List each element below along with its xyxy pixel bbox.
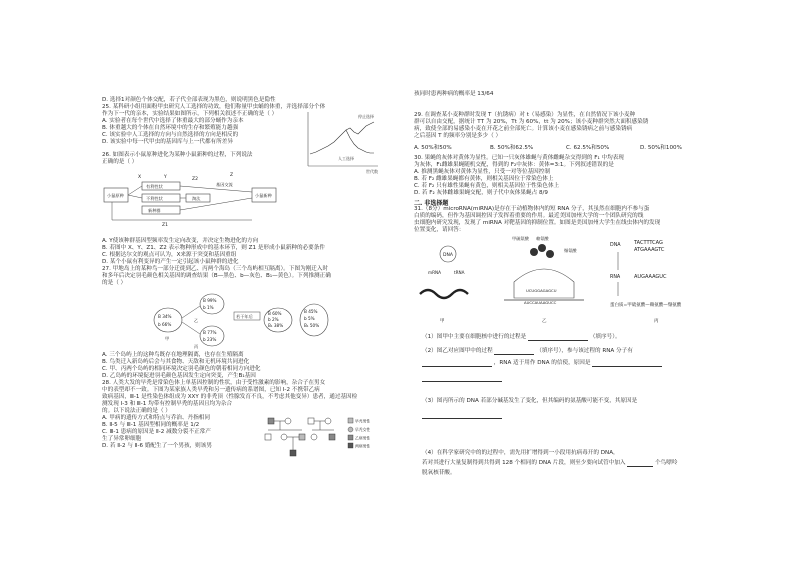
chart-series-lower <box>346 130 374 153</box>
jia-b: B 34% <box>158 314 172 319</box>
chart-label-top: 停止选择 <box>358 114 374 119</box>
q31-subq-2 <box>422 348 633 355</box>
q26-option-d: D. 某个小鼠有利变异的产生一定引起该小鼠种群的进化 <box>102 259 239 265</box>
q25-stem-2: 作为下一代的亲本，实验结果如图所示，下列相关叙述不正确的是（ ） <box>102 111 278 117</box>
q27-option-d: D. 乙岛屿的环境促进羽毛颜色基因发生定向突变，产生B₁基因 <box>102 373 256 379</box>
legend-swatch-4 <box>348 443 353 448</box>
legend-1: 早秃男性 <box>355 418 371 424</box>
q27-option-b: B. 鸟类迁入新岛屿后会与其食物、天敌和无机环境共同进化 <box>102 359 250 365</box>
fig-dna-bot: ATGAAAGTC <box>634 247 665 253</box>
q29-option-c: C. 62.5%和50% <box>566 145 610 151</box>
fig-jia-chain <box>420 290 468 298</box>
q31-subq-1 <box>422 334 621 341</box>
fig-aa-2 <box>538 244 546 252</box>
pedigree-II-4 <box>311 434 317 440</box>
arrow-5 <box>180 198 252 210</box>
answer-blank-6[interactable] <box>422 412 502 419</box>
q31-subq-3 <box>422 398 637 405</box>
q28-stem-2: 中的表型却不一致。下图为某家族人类早秃和另一遗传病的系谱图，已知 Ⅰ-2 不携带乙病 <box>102 387 320 393</box>
right-b: B 45% <box>304 309 318 314</box>
q29-option-a: A. 50%和50% <box>414 145 452 151</box>
q27-option-a: A. 三个岛屿上的这种鸟既存在地理隔离，也存在生殖隔离 <box>102 352 244 358</box>
label-bing: 丙 <box>194 344 199 349</box>
arrow-2 <box>128 195 142 198</box>
label-mouse-origin: 小鼠原种 <box>107 193 124 198</box>
pedigree-III-1 <box>290 450 296 456</box>
q29-stem-1: 29. 在调查某小麦种群时发现 T（抗锈病）对 t（易感染）为显性，在自然情况下该小麦种 <box>414 112 636 118</box>
q31-stem-2: 白质的编码，但作为基因调控因子发挥着重要的作用。最近美国加州大学的一个团队研究的线 <box>414 213 644 219</box>
q26-stem-2: 正确的是（ ） <box>102 159 138 165</box>
mid-bb: b 2% <box>268 317 279 322</box>
q31-subq-4-cont <box>422 460 677 467</box>
q31-subq-1-suffix: （填序号）。 <box>589 334 621 340</box>
q31-subq-4-end: 脱氧核苷酸。 <box>422 470 456 476</box>
q31-stem-3: 虫细胞内研究发现，发现了 miRNA 对靶基因的抑制位置。如图是美国加州大学生在线虫体内的发现 <box>414 220 661 226</box>
q28-stem-5: 的。以下说法正确的是（ ） <box>102 408 171 414</box>
label-yi: 乙 <box>194 318 199 323</box>
right-bb: b 5% <box>304 316 315 321</box>
q27-stem-3: 的是（ ） <box>102 280 127 286</box>
q25-option-b: B. 体重越大的个体在自然环境中的生存和繁殖能力越强 <box>102 125 239 131</box>
fig-met-label: 甲硫氨酸 <box>512 236 529 241</box>
answer-line-2 <box>422 412 502 419</box>
q31-subq-3-text: （3）图丙所示的 DNA 若部分碱基发生了变化，但其编码的氨基酸可能不变，其原因是 <box>422 398 638 404</box>
q27-option-c: C. 甲、丙两个岛屿的相同环境决定羽毛颜色的朝着相同方向进化 <box>102 366 261 372</box>
answer-blank-7[interactable] <box>627 460 653 467</box>
q28-option-d: D. 若 Ⅱ-2 与 Ⅱ-6 婚配生了一个男孩，则该男 <box>102 443 212 449</box>
answer-blank-5[interactable] <box>422 375 502 382</box>
chart-label-mid: 人工选择 <box>338 156 354 161</box>
q31-subq-2-text: （2）图乙对应图甲中的过程 <box>422 348 493 354</box>
q30-stem-2: 为灰体，F₁雌雄果蝇随机交配，得到的 F₂中灰体：黄体=3:1。下列叙述错误的是 <box>414 162 614 168</box>
q31-subq-1-text: （1）图甲中主要在细胞核中进行的过程是 <box>422 334 527 340</box>
legend-3: 乙病男性 <box>355 435 371 441</box>
mid-b: B 60% <box>268 311 282 316</box>
label-y: Y <box>164 175 167 180</box>
label-gene-flow: 基因交流 <box>216 182 233 187</box>
answer-blank-1[interactable] <box>528 334 588 341</box>
q31-subq-2-suffix: （填序号），参与该过程的 RNA 分子有 <box>536 348 633 354</box>
q28-pedigree-chart <box>262 414 382 472</box>
question-prev-option-d: D. 选择1对颜色个体交配，若子代全部表现为黑色，则说明黑色是隐性 <box>102 97 276 103</box>
pedigree-I-4 <box>325 418 331 424</box>
right-b1: B₁ 50% <box>304 323 320 328</box>
legend-swatch-1 <box>348 418 353 423</box>
legend-2: 早秃女性 <box>355 427 371 432</box>
label-eliminated: 淘汰 <box>192 196 201 201</box>
q28-continuation: 孩同时患两种病的概率是 13/64 <box>414 91 494 97</box>
island-jia <box>154 308 182 332</box>
fig-yi: 乙 <box>542 319 547 324</box>
fig-dna-label: DNA <box>443 253 453 258</box>
fig-ribosome <box>514 269 574 298</box>
fig-trna-label: tRNA <box>454 270 465 275</box>
chart-series-upper <box>310 122 374 154</box>
island-yi-top <box>200 294 224 314</box>
legend-4: 两病男性 <box>355 443 371 449</box>
q31-subq-4-text: 若对其进行大量复制得到共得到 128 个相同的 DNA 片段，则至少要向试管中加入 <box>422 460 626 466</box>
q31-subq-2-cont-text: ，RNA 适于用作 DNA 的信使，原因是 <box>493 360 591 366</box>
arrow-jia-bing <box>182 322 200 334</box>
fig-dna-top: TACTTTCAG <box>634 240 663 246</box>
answer-blank-4[interactable] <box>592 360 662 367</box>
label-new-population: 新种群 <box>148 208 161 213</box>
mid-b1: B₁ 38% <box>268 323 284 328</box>
fig-mrna-label: mRNA <box>428 270 441 275</box>
bot-bb: b 23% <box>203 337 217 342</box>
fig-codon-2: AUCCAUAAGUCC <box>524 300 557 305</box>
label-z: Z <box>230 173 234 178</box>
fig-codon-1: UCUGGAGAGCU <box>526 288 557 293</box>
q29-stem-4: 之后基因 T 的频率分别是多少（ ） <box>414 133 502 139</box>
label-z2: Z2 <box>192 177 198 182</box>
q28-option-b: B. Ⅱ-5 与 Ⅲ-1 基因型相同的概率是 1/2 <box>102 422 200 428</box>
label-z1: Z1 <box>162 223 168 228</box>
fig-val-label: 缬氨酸 <box>564 248 577 253</box>
pedigree-II-3 <box>299 434 305 440</box>
fig-aa-1 <box>530 248 538 256</box>
fig-bing-group <box>610 240 682 324</box>
label-years-later: 若干年后 <box>236 314 253 319</box>
q26-speciation-diagram <box>102 168 282 232</box>
q28-option-c: C. Ⅲ-1 患病的原因是 Ⅱ-2 减数分裂不正常产 <box>102 429 211 435</box>
arrow-jia-yi <box>182 306 200 318</box>
fig-lys-label: 赖氨酸 <box>536 236 549 241</box>
pedigree-I-3 <box>308 418 314 424</box>
q28-stem-4: 测发现 Ⅰ-3 和 Ⅲ-1 均带有控制早秃的基因且均为杂合 <box>102 401 233 407</box>
chart-x-label: 世代数 <box>366 169 378 174</box>
fig-jia: 甲 <box>440 319 445 324</box>
top-b: B 99% <box>203 298 217 303</box>
q26-option-c: C. 根据达尔文的观点可认为，X来源于突变和基因重组 <box>102 252 237 258</box>
bot-b: B 77% <box>203 330 217 335</box>
pedigree-II-2 <box>281 434 287 440</box>
q25-stem-1: 25. 某科研小组用面粉甲虫研究人工选择的功效，他们称量甲虫蛹的体重，并选择部分个体 <box>102 104 326 110</box>
q30-option-d: D. 若 F₂ 灰体雌雄果蝇交配，则子代中灰体果蝇占 8/9 <box>414 190 548 196</box>
label-x: X <box>138 175 142 180</box>
q26-option-b: B. 若图中 X、Y、Z1、Z2 表示物种形成中的基本环节，则 Z1 是形成小鼠新种的必要条件 <box>102 245 325 251</box>
label-mouse-new: 小鼠新种 <box>255 193 272 198</box>
q28-stem-3: 致病基因，Ⅲ-1 是性染色体组成为 XXY 的非秃顶（性腺发育不良，不考虑其他变异）患者，通过基因检 <box>102 394 358 400</box>
fig-dna-label-bing: DNA <box>610 243 621 248</box>
q29-stem-3: 病，致使全部的易感染小麦在开花之前全部死亡。计算该小麦在感染锈病之前与感染锈病 <box>414 126 633 132</box>
q27-stem-2: 和多年后决定羽毛颜色相关基因的调查结果（B—黑色、b—灰色、B₁—黄色）。下列推测正确 <box>102 273 331 279</box>
fig-aa-3 <box>546 250 554 258</box>
q31-subq-4-suffix: 个鸟嘌呤 <box>655 460 678 466</box>
q26-stem-1: 26. 如图表示小鼠原种进化为某种小鼠新种的过程，下列说法 <box>102 152 253 158</box>
section-non-choice: 二. 非选择题 <box>414 200 449 207</box>
label-jia: 甲 <box>165 336 170 341</box>
jia-bb: b 66% <box>158 322 172 327</box>
q27-stem-1: 27. 甲地岛上的某种鸟一部分迁徙到乙、丙两个海岛（三个岛屿相互隔离）。下图为刚迁入时 <box>102 266 329 272</box>
q25-option-d: D. 该实验中每一代甲虫的基因库与上一代都有所差异 <box>102 139 233 145</box>
top-bb: b 1% <box>203 305 214 310</box>
fig-rna-label: RNA <box>610 275 621 280</box>
q28-option-c-cont: 生了异常卵细胞 <box>102 436 142 442</box>
q29-option-b: B. 50%和62.5% <box>490 145 534 151</box>
q25-selection-chart <box>300 108 380 174</box>
fig-bing: 丙 <box>654 319 659 324</box>
q30-option-a: A. 推测黑蝇灰体对黄体为显性，只受一对等位基因控制 <box>414 169 550 175</box>
pedigree-I-1 <box>268 418 274 424</box>
legend-swatch-3 <box>348 435 353 440</box>
q31-subq-2-cont <box>422 360 662 367</box>
q31-subq-4: （4）在科学家研究中的的过程中，需先用扩增得到一小段用抗病毒开的 DNA， <box>422 450 619 456</box>
answer-blank-2[interactable] <box>494 348 534 355</box>
q25-option-a: A. 实验者在每个世代中选择了体重最大的部分蛹作为亲本 <box>102 118 244 124</box>
q30-stem-1: 30. 果蝇的灰体对黄体为显性。已知一只灰体雄蝇与黄体雌蝇杂交得到的 F₁ 中均表现 <box>414 155 624 161</box>
legend-swatch-2 <box>348 427 353 432</box>
q31-stem-4: 位置变化，请回答： <box>414 227 465 233</box>
q25-option-c: C. 该实验中人工选择的方向与自然选择的方向是相反的 <box>102 132 239 138</box>
answer-blank-3[interactable] <box>422 360 492 367</box>
q30-option-b: B. 若 F₂ 雌雄果蝇都有黄体，则相关基因位于常染色体上 <box>414 176 554 182</box>
q28-option-a: A. 甲病的遗传方式和特点与乔治、丹指相同 <box>102 415 210 421</box>
fig-protein: 蛋白质=甲硫氨酸—赖氨酸—缬氨酸 <box>610 303 682 308</box>
q31-figure <box>414 234 710 328</box>
fig-yi-group <box>504 235 584 324</box>
fig-jia-group <box>420 246 468 324</box>
q28-stem-1: 28. 人类大发的早秃是常染色体上单基因控制的性状，由于受性激素的影响，杂合子在男女 <box>102 380 326 386</box>
answer-line-1 <box>422 375 502 382</box>
pedigree-II-1 <box>265 434 271 440</box>
island-bing-bottom <box>200 326 224 346</box>
q31-stem-1: 31.（8分）microRNA(miRNA)是存在于动植物体内的短 RNA 分子，其虽然在细胞内不参与蛋 <box>414 206 650 212</box>
q29-stem-2: 群可以自由交配，据统计 TT 为 20%，Tt 为 60%，tt 为 20%；该小麦种群突然大面积感染锈 <box>414 119 649 125</box>
q27-island-diagram <box>150 290 330 350</box>
q30-option-c: C. 若 F₂ 只有雄性果蝇有黄色，则相关基因位于性染色体上 <box>414 183 560 189</box>
q29-option-d: D. 50%和100% <box>640 145 682 151</box>
label-unfavorable: 不利性状 <box>146 196 163 201</box>
arrow-1 <box>128 186 142 195</box>
fig-rna-seq: AUGAAAGUC <box>634 274 667 280</box>
pedigree-II-6 <box>329 434 335 440</box>
q26-option-a: A. Y使该种群基因型频率发生定向改变，并决定生物进化的方向 <box>102 238 259 244</box>
pedigree-I-2 <box>285 418 291 424</box>
label-favorable: 有利性状 <box>146 184 163 189</box>
